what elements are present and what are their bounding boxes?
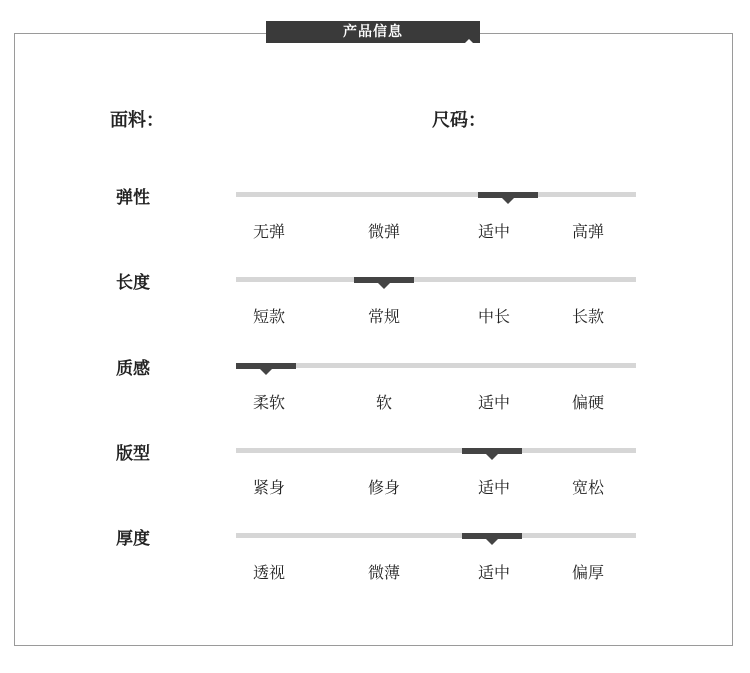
marker-pointer-icon — [502, 198, 514, 204]
rating-track — [236, 448, 636, 453]
option-label: 透视 — [252, 563, 285, 582]
option-label: 中长 — [477, 307, 510, 326]
rating-marker — [462, 533, 522, 539]
rating-marker — [354, 277, 414, 283]
size-label: 尺码： — [432, 110, 486, 131]
option-label: 常规 — [367, 307, 400, 326]
option-label: 微薄 — [367, 563, 400, 582]
option-label: 长款 — [571, 307, 604, 326]
attribute-label: 厚度 — [116, 529, 150, 549]
option-label: 软 — [375, 393, 392, 412]
option-label: 适中 — [477, 222, 510, 241]
page-title: 产品信息 — [343, 24, 403, 40]
rating-marker — [462, 448, 522, 454]
option-label: 适中 — [477, 478, 510, 497]
marker-pointer-icon — [260, 369, 272, 375]
rating-track — [236, 533, 636, 538]
option-label: 偏厚 — [571, 563, 604, 582]
option-label: 宽松 — [571, 478, 604, 497]
attribute-label: 弹性 — [116, 188, 150, 208]
rating-track — [236, 192, 636, 197]
option-label: 无弹 — [252, 222, 285, 241]
option-label: 偏硬 — [571, 393, 604, 412]
option-label: 适中 — [477, 393, 510, 412]
title-notch — [464, 39, 474, 44]
attribute-label: 长度 — [116, 273, 150, 293]
fabric-label: 面料： — [110, 110, 164, 131]
rating-track — [236, 363, 636, 368]
option-label: 修身 — [367, 478, 400, 497]
option-label: 微弹 — [367, 222, 400, 241]
attribute-label: 质感 — [116, 359, 150, 379]
title-tab — [266, 21, 480, 43]
rating-track — [236, 277, 636, 282]
option-label: 短款 — [252, 307, 285, 326]
marker-pointer-icon — [378, 283, 390, 289]
rating-marker — [236, 363, 296, 369]
rating-marker — [478, 192, 538, 198]
option-label: 适中 — [477, 563, 510, 582]
option-label: 高弹 — [571, 222, 604, 241]
option-label: 紧身 — [252, 478, 285, 497]
option-label: 柔软 — [252, 393, 285, 412]
marker-pointer-icon — [486, 539, 498, 545]
marker-pointer-icon — [486, 454, 498, 460]
attribute-label: 版型 — [116, 444, 150, 464]
